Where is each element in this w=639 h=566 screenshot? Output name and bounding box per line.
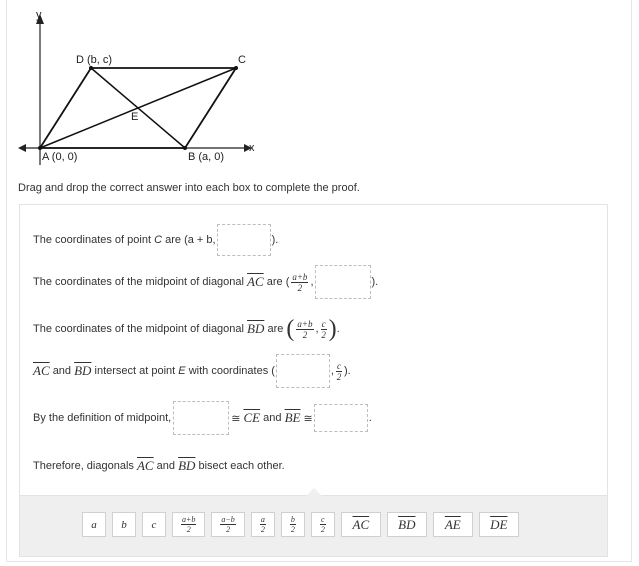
line5-segment-be: $\overline{BE}$ xyxy=(284,410,301,425)
line4-point: E xyxy=(178,365,186,377)
point-b xyxy=(183,146,187,150)
diagonal-bd xyxy=(91,68,185,148)
tile-label: b xyxy=(121,518,127,531)
x-axis-left-arrow-icon xyxy=(18,144,26,152)
line2-prefix: The coordinates of the midpoint of diagonal xyxy=(33,276,244,288)
point-c xyxy=(234,66,238,70)
answer-tile-segment[interactable] xyxy=(387,512,427,537)
answer-tile-variable[interactable] xyxy=(142,512,166,537)
tile-fraction: $\frac{a}{2}$ xyxy=(260,515,265,534)
line6-segment-ac: $\overline{AC}$ xyxy=(136,458,154,473)
drop-box-e-x-coordinate[interactable] xyxy=(276,354,330,388)
line2-fraction: $\frac{a+b}{2}$ xyxy=(292,271,308,293)
line1-mid: are (a + b, xyxy=(165,234,216,246)
line4-fraction: $\frac{c}{2}$ xyxy=(336,360,342,382)
line4-mid: intersect at point xyxy=(94,365,176,377)
line2-mid: are ( xyxy=(266,276,290,288)
tile-fraction: $\frac{c}{2}$ xyxy=(320,515,325,534)
line1-prefix: The coordinates of point xyxy=(33,234,152,246)
line6-segment-bd: $\overline{BD}$ xyxy=(178,458,196,473)
proof-line-2 xyxy=(33,262,378,302)
line3-prefix: The coordinates of the midpoint of diagonal xyxy=(33,323,244,335)
answer-tile-variable[interactable] xyxy=(82,512,106,537)
drop-box-c-y-coordinate[interactable] xyxy=(217,224,271,256)
label-point-e: E xyxy=(131,111,139,123)
proof-line-5 xyxy=(33,401,372,435)
line6-suffix: bisect each other. xyxy=(198,460,285,472)
answer-tile-segment[interactable] xyxy=(479,512,519,537)
drop-box-midpoint-segment-2[interactable] xyxy=(314,404,368,432)
proof-line-4 xyxy=(33,353,351,389)
proof-line-3 xyxy=(33,315,340,343)
line5-suffix: . xyxy=(368,412,372,424)
proof-panel xyxy=(19,204,608,557)
line3-fraction-1: $\frac{a+b}{2}$ xyxy=(297,318,313,340)
line3-open-paren: ( xyxy=(286,316,295,342)
proof-line-6 xyxy=(33,457,285,475)
tile-label: $\overline{BD}$ xyxy=(398,516,416,532)
tile-label: $\overline{AC}$ xyxy=(352,516,370,532)
y-axis-label: y xyxy=(36,9,42,21)
label-point-c: C xyxy=(238,54,246,66)
answer-tiles xyxy=(82,512,519,537)
tile-label: a xyxy=(91,518,97,531)
label-point-d: D (b, c) xyxy=(76,54,113,66)
tile-label: c xyxy=(151,518,157,531)
tile-label: $\overline{DE}$ xyxy=(490,516,508,532)
proof-line-1 xyxy=(33,225,278,255)
point-a xyxy=(38,146,42,150)
answer-tile-fraction[interactable] xyxy=(281,512,305,537)
line2-suffix: ). xyxy=(371,276,379,288)
line3-fraction-2: $\frac{c}{2}$ xyxy=(321,318,326,340)
line5-congruent-1: ≅ xyxy=(231,412,241,425)
line4-suffix: ). xyxy=(343,365,351,377)
x-axis-label: x xyxy=(249,142,255,154)
line3-suffix: . xyxy=(336,323,340,335)
line5-and: and xyxy=(263,412,282,424)
line4-with: with coordinates ( xyxy=(188,365,275,377)
line1-suffix: ). xyxy=(271,234,279,246)
tile-fraction: $\frac{a-b}{2}$ xyxy=(221,515,235,534)
line2-comma: , xyxy=(310,276,314,288)
tile-label: $\overline{AE}$ xyxy=(444,516,461,532)
line4-segment-ac: $\overline{AC}$ xyxy=(33,363,50,378)
line5-prefix: By the definition of midpoint, xyxy=(33,412,172,424)
answer-tile-variable[interactable] xyxy=(112,512,136,537)
line6-prefix: Therefore, diagonals xyxy=(33,460,134,472)
answer-tile-tray xyxy=(20,495,607,556)
answer-tile-fraction[interactable] xyxy=(311,512,335,537)
line4-segment-bd: $\overline{BD}$ xyxy=(74,363,92,378)
instructions-text: Drag and drop the correct answer into each box to complete the proof. xyxy=(18,182,360,194)
line3-mid: are xyxy=(267,323,284,335)
parallelogram-figure xyxy=(0,0,639,175)
line3-comma: , xyxy=(315,323,319,335)
tray-pointer xyxy=(306,488,322,496)
answer-tile-fraction[interactable] xyxy=(251,512,275,537)
line3-segment-bd: $\overline{BD}$ xyxy=(247,321,265,336)
tile-fraction: $\frac{a+b}{2}$ xyxy=(182,515,196,534)
answer-tile-segment[interactable] xyxy=(341,512,381,537)
line1-point: C xyxy=(154,234,163,246)
line3-close-paren: ) xyxy=(328,316,337,342)
line2-segment-ac: $\overline{AC}$ xyxy=(247,274,264,289)
line4-comma: , xyxy=(330,365,334,377)
drop-box-midpoint-segment-1[interactable] xyxy=(173,401,229,435)
line6-and: and xyxy=(156,460,176,472)
line5-segment-ce: $\overline{CE}$ xyxy=(243,410,261,425)
label-point-a: A (0, 0) xyxy=(42,151,78,163)
answer-tile-fraction[interactable] xyxy=(211,512,244,537)
line4-and: and xyxy=(52,365,72,377)
tile-fraction: $\frac{b}{2}$ xyxy=(290,515,295,534)
answer-tile-fraction[interactable] xyxy=(172,512,205,537)
label-point-b: B (a, 0) xyxy=(188,151,225,163)
point-d xyxy=(89,66,93,70)
answer-tile-segment[interactable] xyxy=(433,512,473,537)
drop-box-ac-midpoint-y[interactable] xyxy=(315,265,371,299)
line5-congruent-2: ≅ xyxy=(303,412,313,425)
